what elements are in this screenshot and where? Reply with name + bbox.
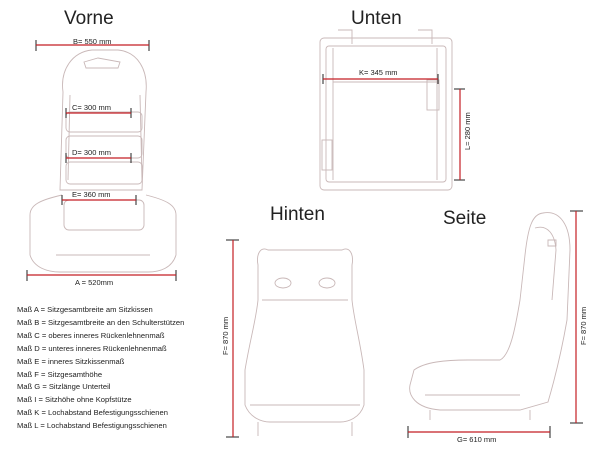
dim-label-f-side: F= 870 mm	[579, 306, 588, 345]
legend-item: Maß K = Lochabstand Befestigungsschienen	[17, 408, 168, 418]
legend-item: Maß I = Sitzhöhe ohne Kopfstütze	[17, 395, 132, 405]
legend-item: Maß A = Sitzgesamtbreite am Sitzkissen	[17, 305, 153, 314]
dim-label-d: D= 300 mm	[72, 148, 111, 157]
view-title-front: Vorne	[64, 8, 114, 29]
dim-label-f-back: F= 870 mm	[221, 316, 230, 355]
legend-item: Maß L = Lochabstand Befestigungsschienen	[17, 421, 167, 431]
view-title-side: Seite	[443, 208, 487, 229]
front-seat-outline	[30, 50, 176, 272]
dimension-legend	[17, 304, 184, 433]
legend-item: Maß F = Sitzgesamthöhe	[17, 369, 103, 379]
dim-label-k: K= 345 mm	[359, 68, 398, 77]
dim-label-g: G= 610 mm	[457, 435, 497, 444]
dim-label-a: A = 520mm	[75, 278, 114, 287]
legend-item: Maß D = unteres inneres Rückenlehnenmaß	[17, 343, 167, 353]
legend-item: Maß B = Sitzgesamtbreite an den Schulterstützen	[17, 317, 185, 327]
dim-label-l: L= 280 mm	[463, 112, 472, 150]
dim-label-c: C= 300 mm	[72, 103, 111, 112]
back-seat-outline	[245, 249, 364, 436]
legend-item: Maß E = inneres Sitzkissenmaß	[17, 356, 125, 366]
view-title-bottom: Unten	[351, 8, 402, 29]
view-title-back: Hinten	[270, 204, 325, 225]
dim-label-b: B= 550 mm	[73, 37, 112, 46]
side-seat-outline	[410, 213, 570, 420]
legend-item: Maß C = oberes inneres Rückenlehnenmaß	[17, 330, 165, 340]
bottom-frame-outline	[320, 30, 452, 190]
legend-item: Maß G = Sitzlänge Unterteil	[17, 382, 111, 392]
dim-label-e: E= 360 mm	[72, 190, 111, 199]
